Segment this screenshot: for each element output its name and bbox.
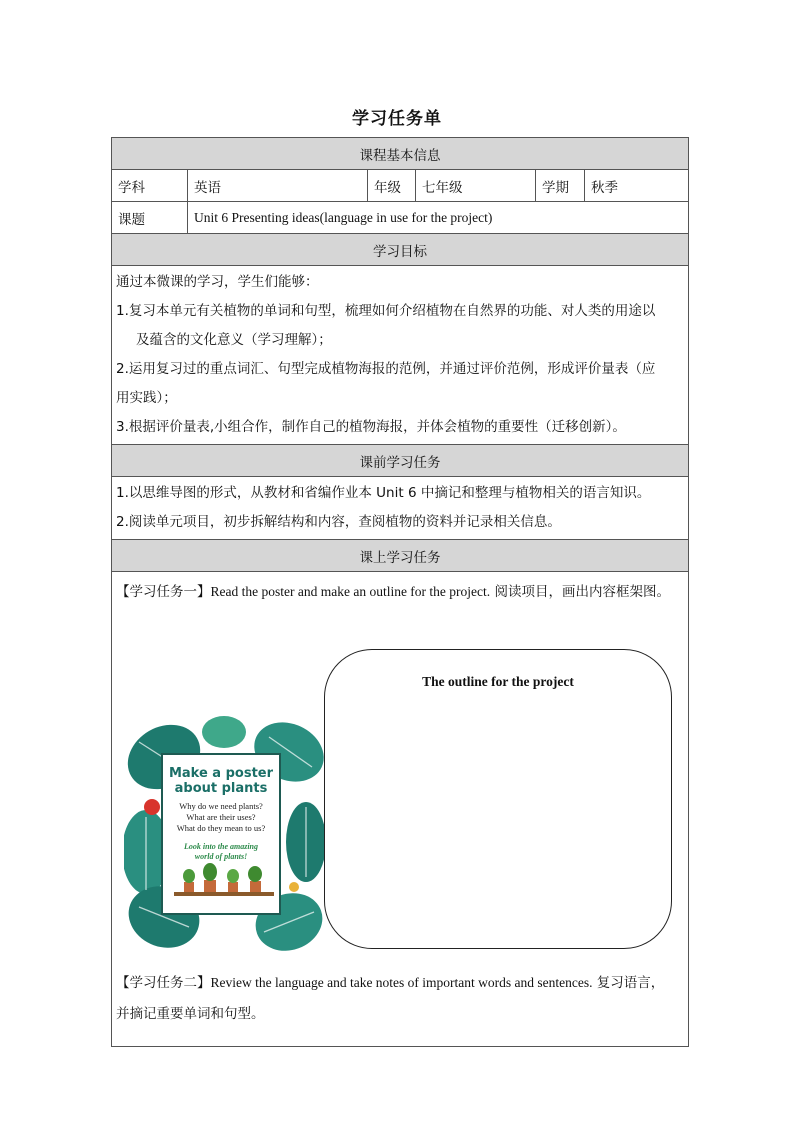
term-label: 学期 <box>536 170 585 202</box>
topic-label: 课题 <box>112 202 188 234</box>
page-title: 学习任务单 <box>352 109 442 129</box>
task-two <box>116 967 676 1030</box>
poster-tagline-1: Look into the amazing <box>183 842 259 851</box>
term-value: 秋季 <box>585 170 689 202</box>
task-one-tag: 【学习任务一】 <box>116 584 211 600</box>
objective-item-1-cont: 及蕴含的文化意义（学习理解）； <box>136 332 332 348</box>
in-class-header-row <box>112 540 689 572</box>
task-two-english: Review the language and take notes of important words and sentences. <box>210 975 593 990</box>
in-class-row <box>112 572 689 1047</box>
task-sheet-table <box>111 137 689 1047</box>
objective-item-1: 1.复习本单元有关植物的单词和句型，梳理如何介绍植物在自然界的功能、对人类的用途以 <box>116 303 656 319</box>
pre-class-header-row <box>112 445 689 477</box>
outline-box[interactable] <box>324 649 672 949</box>
topic-row <box>112 202 689 234</box>
subject-label: 学科 <box>112 170 188 202</box>
objectives-header-row <box>112 234 689 266</box>
objective-item-3: 3.根据评价量表,小组合作，制作自己的植物海报，并体会植物的重要性（迁移创新）。 <box>116 419 626 435</box>
pre-class-row <box>112 477 689 540</box>
objectives-row <box>112 266 689 445</box>
poster-headline-2: about plants <box>174 781 268 796</box>
objectives-header: 学习目标 <box>112 234 689 266</box>
task-one <box>116 576 676 608</box>
pre-class-item-2: 2.阅读单元项目，初步拆解结构和内容，查阅植物的资料并记录相关信息。 <box>116 514 561 530</box>
pre-class-header: 课前学习任务 <box>112 445 689 477</box>
task-one-english: Read the poster and make an outline for the project. <box>210 584 491 599</box>
objectives-content <box>112 266 689 445</box>
basic-info-row <box>112 170 689 202</box>
yellow-flower-icon <box>289 882 299 892</box>
poster-headline-1: Make a poster <box>168 766 274 781</box>
subject-value: 英语 <box>188 170 368 202</box>
basic-info-header-row <box>112 138 689 170</box>
plant-poster-image <box>124 712 324 957</box>
poster-tagline-2: world of plants! <box>194 852 248 861</box>
objective-item-2-cont: 用实践）； <box>116 390 177 406</box>
poster-question-2: What are their uses? <box>186 812 256 822</box>
objectives-intro: 通过本微课的学习，学生们能够： <box>116 274 319 290</box>
in-class-header: 课上学习任务 <box>112 540 689 572</box>
task-one-chinese: 阅读项目，画出内容框架图。 <box>490 584 670 600</box>
topic-value: Unit 6 Presenting ideas(language in use for the project) <box>188 202 689 234</box>
grade-value: 七年级 <box>416 170 536 202</box>
outline-title: The outline for the project <box>422 674 574 689</box>
basic-info-header: 课程基本信息 <box>112 138 689 170</box>
poster-question-1: Why do we need plants? <box>179 801 263 811</box>
pre-class-content <box>112 477 689 540</box>
objective-item-2: 2.运用复习过的重点词汇、句型完成植物海报的范例，并通过评价范例，形成评价量表（应 <box>116 361 656 377</box>
red-flower-icon <box>144 799 160 815</box>
pre-class-item-1: 1.以思维导图的形式，从教材和省编作业本 Unit 6 中摘记和整理与植物相关的语言知识。 <box>116 485 651 501</box>
grade-label: 年级 <box>368 170 416 202</box>
in-class-content <box>112 572 689 1047</box>
task-two-tag: 【学习任务二】 <box>116 975 211 991</box>
poster-question-3: What do they mean to us? <box>176 823 266 833</box>
task-two-chinese: 复习语言，并摘记重要单词和句型。 <box>116 975 665 1022</box>
